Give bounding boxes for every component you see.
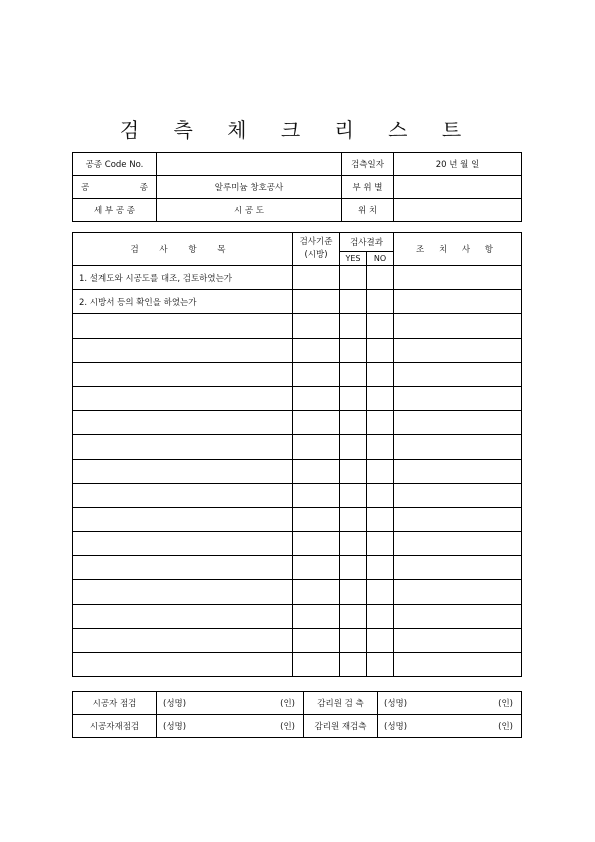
- checklist-item-text: [73, 386, 293, 410]
- checklist-row: [73, 386, 522, 410]
- checklist-item-text: [73, 507, 293, 531]
- checklist-no-cell[interactable]: [367, 459, 394, 483]
- col-criteria-line1: 검사기준: [299, 237, 333, 247]
- checklist-action-cell[interactable]: [394, 483, 522, 507]
- checklist-no-cell[interactable]: [367, 628, 394, 652]
- supervisor-seal: (인): [498, 699, 513, 709]
- checklist-criteria-cell[interactable]: [293, 653, 340, 677]
- checklist-row: [73, 290, 522, 314]
- col-no-header: NO: [367, 252, 394, 266]
- checklist-item-text: [73, 604, 293, 628]
- checklist-row: [73, 653, 522, 677]
- contractor-re-name: (성명): [163, 722, 187, 732]
- detail-value[interactable]: 시 공 도: [157, 199, 342, 222]
- work-label-b: 종: [139, 183, 148, 193]
- checklist-no-cell[interactable]: [367, 411, 394, 435]
- checklist-no-cell[interactable]: [367, 507, 394, 531]
- checklist-item-text: [73, 459, 293, 483]
- checklist-yes-cell[interactable]: [340, 580, 367, 604]
- checklist-action-cell[interactable]: [394, 507, 522, 531]
- dept-value[interactable]: [394, 176, 522, 199]
- signature-table: [72, 691, 522, 738]
- contractor-recheck-label: 시공자재점검: [73, 715, 157, 738]
- checklist-item-text: [73, 411, 293, 435]
- checklist-no-cell[interactable]: [367, 338, 394, 362]
- checklist-criteria-cell[interactable]: [293, 386, 340, 410]
- checklist-no-cell[interactable]: [367, 556, 394, 580]
- checklist-row: [73, 459, 522, 483]
- checklist-row: [73, 556, 522, 580]
- checklist-criteria-cell[interactable]: [293, 532, 340, 556]
- checklist-no-cell[interactable]: [367, 362, 394, 386]
- checklist-yes-cell[interactable]: [340, 459, 367, 483]
- checklist-yes-cell[interactable]: [340, 604, 367, 628]
- checklist-action-cell[interactable]: [394, 459, 522, 483]
- checklist-action-cell[interactable]: [394, 556, 522, 580]
- checklist-no-cell[interactable]: [367, 483, 394, 507]
- checklist-item-text: [73, 532, 293, 556]
- checklist-no-cell[interactable]: [367, 435, 394, 459]
- checklist-yes-cell[interactable]: [340, 556, 367, 580]
- supervisor-check-label: 감리원 검 측: [304, 692, 378, 715]
- location-label: 위 치: [342, 199, 394, 222]
- col-item-header: 검 사 항 목: [73, 233, 293, 266]
- checklist-action-cell[interactable]: [394, 314, 522, 338]
- checklist-item-text: [73, 362, 293, 386]
- checklist-criteria-cell[interactable]: [293, 507, 340, 531]
- checklist-row: [73, 435, 522, 459]
- checklist-row: [73, 338, 522, 362]
- checklist-no-cell[interactable]: [367, 580, 394, 604]
- contractor-check-signature[interactable]: [157, 692, 304, 715]
- work-value[interactable]: 알루미늄 창호공사: [157, 176, 342, 199]
- checklist-item-text: 1. 설계도와 시공도를 대조, 검토하였는가: [73, 266, 293, 290]
- checklist-yes-cell[interactable]: [340, 386, 367, 410]
- supervisor-check-signature[interactable]: [378, 692, 522, 715]
- checklist-row: [73, 628, 522, 652]
- checklist-item-text: [73, 483, 293, 507]
- checklist-action-cell[interactable]: [394, 532, 522, 556]
- checklist-yes-cell[interactable]: [340, 314, 367, 338]
- checklist-action-cell[interactable]: [394, 628, 522, 652]
- checklist-action-cell[interactable]: [394, 362, 522, 386]
- checklist-no-cell[interactable]: [367, 314, 394, 338]
- checklist-yes-cell[interactable]: [340, 411, 367, 435]
- checklist-item-text: 2. 시방서 등의 확인을 하였는가: [73, 290, 293, 314]
- contractor-recheck-signature[interactable]: [157, 715, 304, 738]
- checklist-action-cell[interactable]: [394, 411, 522, 435]
- checklist-yes-cell[interactable]: [340, 435, 367, 459]
- checklist-criteria-cell[interactable]: [293, 290, 340, 314]
- checklist-row: [73, 507, 522, 531]
- work-label: [73, 176, 157, 199]
- checklist-criteria-cell[interactable]: [293, 483, 340, 507]
- checklist-row: [73, 532, 522, 556]
- checklist-action-cell[interactable]: [394, 653, 522, 677]
- col-criteria-line2: (시방): [304, 250, 328, 260]
- location-value[interactable]: [394, 199, 522, 222]
- checklist-action-cell[interactable]: [394, 386, 522, 410]
- code-value[interactable]: [157, 153, 342, 176]
- checklist-no-cell[interactable]: [367, 653, 394, 677]
- checklist-criteria-cell[interactable]: [293, 314, 340, 338]
- checklist-item-text: [73, 338, 293, 362]
- checklist-no-cell[interactable]: [367, 266, 394, 290]
- checklist-yes-cell[interactable]: [340, 362, 367, 386]
- checklist-row: [73, 483, 522, 507]
- checklist-action-cell[interactable]: [394, 266, 522, 290]
- checklist-row: [73, 362, 522, 386]
- checklist-item-text: [73, 580, 293, 604]
- contractor-re-seal: (인): [280, 722, 295, 732]
- checklist-criteria-cell[interactable]: [293, 362, 340, 386]
- checklist-action-cell[interactable]: [394, 580, 522, 604]
- header-info-table: [72, 152, 522, 222]
- checklist-action-cell[interactable]: [394, 604, 522, 628]
- checklist-action-cell[interactable]: [394, 290, 522, 314]
- checklist-criteria-cell[interactable]: [293, 266, 340, 290]
- supervisor-recheck-signature[interactable]: [378, 715, 522, 738]
- checklist-item-text: [73, 314, 293, 338]
- checklist-yes-cell[interactable]: [340, 653, 367, 677]
- checklist-item-text: [73, 435, 293, 459]
- checklist-criteria-cell[interactable]: [293, 580, 340, 604]
- supervisor-re-name: (성명): [384, 722, 408, 732]
- col-yes-header: YES: [340, 252, 367, 266]
- checklist-row: [73, 580, 522, 604]
- checklist-yes-cell[interactable]: [340, 290, 367, 314]
- checklist-yes-cell[interactable]: [340, 628, 367, 652]
- dept-label: 부 위 별: [342, 176, 394, 199]
- checklist-row: [73, 604, 522, 628]
- supervisor-recheck-label: 감리원 재검측: [304, 715, 378, 738]
- code-label: 공종 Code No.: [73, 153, 157, 176]
- checklist-item-text: [73, 556, 293, 580]
- checklist-criteria-cell[interactable]: [293, 435, 340, 459]
- date-label: 검측일자: [342, 153, 394, 176]
- work-label-a: 공: [81, 183, 90, 193]
- contractor-check-label: 시공자 점검: [73, 692, 157, 715]
- checklist-action-cell[interactable]: [394, 338, 522, 362]
- checklist-item-text: [73, 653, 293, 677]
- checklist-row: [73, 266, 522, 290]
- col-criteria-header: [293, 233, 340, 266]
- date-value[interactable]: 20 년 월 일: [394, 153, 522, 176]
- checklist-yes-cell[interactable]: [340, 483, 367, 507]
- page-title: 검 측 체 크 리 스 트: [119, 118, 476, 142]
- checklist-action-cell[interactable]: [394, 435, 522, 459]
- checklist-criteria-cell[interactable]: [293, 556, 340, 580]
- contractor-name: (성명): [163, 699, 187, 709]
- supervisor-name: (성명): [384, 699, 408, 709]
- checklist-yes-cell[interactable]: [340, 532, 367, 556]
- checklist-no-cell[interactable]: [367, 604, 394, 628]
- checklist-yes-cell[interactable]: [340, 507, 367, 531]
- checklist-table: [72, 232, 522, 677]
- checklist-row: [73, 314, 522, 338]
- checklist-yes-cell[interactable]: [340, 266, 367, 290]
- contractor-seal: (인): [280, 699, 295, 709]
- checklist-yes-cell[interactable]: [340, 338, 367, 362]
- checklist-criteria-cell[interactable]: [293, 411, 340, 435]
- supervisor-re-seal: (인): [498, 722, 513, 732]
- checklist-row: [73, 411, 522, 435]
- checklist-criteria-cell[interactable]: [293, 628, 340, 652]
- detail-label: 세 부 공 종: [73, 199, 157, 222]
- checklist-no-cell[interactable]: [367, 532, 394, 556]
- checklist-criteria-cell[interactable]: [293, 338, 340, 362]
- checklist-criteria-cell[interactable]: [293, 604, 340, 628]
- col-action-header: 조 치 사 항: [394, 233, 522, 266]
- col-result-header: 검사결과: [340, 233, 394, 252]
- checklist-no-cell[interactable]: [367, 290, 394, 314]
- checklist-item-text: [73, 628, 293, 652]
- checklist-no-cell[interactable]: [367, 386, 394, 410]
- checklist-criteria-cell[interactable]: [293, 459, 340, 483]
